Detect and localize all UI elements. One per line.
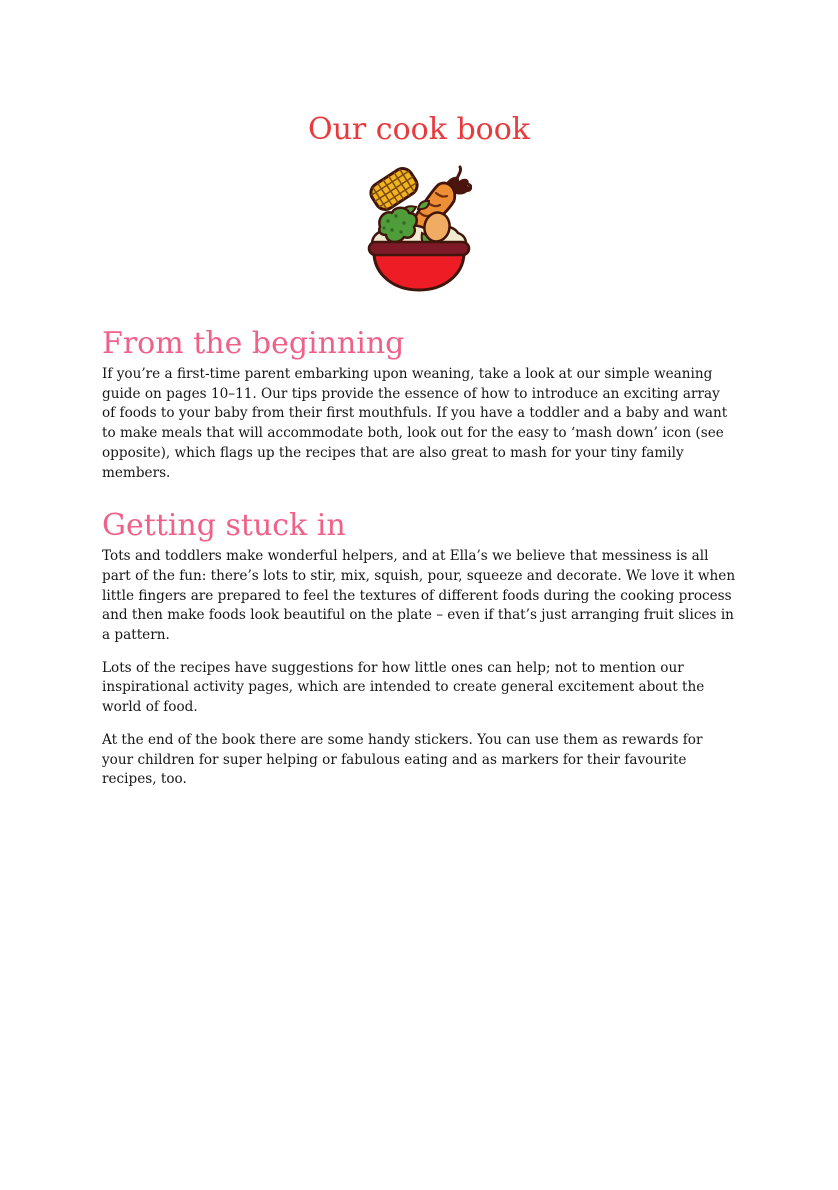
section-from-the-beginning: [102, 327, 736, 483]
bowl-rim: [369, 242, 469, 255]
bowl-body: [374, 254, 464, 290]
paragraph: Lots of the recipes have suggestions for how little ones can help; not to mention our inspirational activity pages, which are intended to create general excitement about the world of food.: [102, 659, 705, 716]
page-title: Our cook book: [308, 112, 530, 147]
paragraph: If you’re a first-time parent embarking upon weaning, take a look at our simple weaning guide on pages 10–11. Our tips provide the essence of how to introduce an exciting array of foods to your baby from their first mouthfuls. If you have a toddler and a baby and want to make meals that will accommodate both, look out for the easy to ‘mash down’ icon (see opposite), which flags up the recipes that are also great to mash for your tiny family members.: [102, 366, 728, 481]
section-heading-getting-stuck-in: Getting stuck in: [102, 508, 346, 544]
bowl-of-vegetables-image: [366, 165, 472, 297]
section-heading-from-the-beginning: From the beginning: [102, 326, 405, 361]
paragraph: Tots and toddlers make wonderful helpers, and at Ella’s we believe that messiness is all part of the fun: there’s lots to stir, mix, squish, pour, squeeze and decorate. We love it when little fingers are prepared to feel the textures of different foods during the cooking process and then make foods look beautiful on the plate – even if that’s just arranging fruit slices in a pattern.: [102, 548, 736, 644]
section-getting-stuck-in: [102, 509, 736, 790]
page-content: [102, 327, 736, 790]
cookbook-bowl-illustration: [366, 165, 472, 301]
paragraph: At the end of the book there are some handy stickers. You can use them as rewards for your children for super helping or fabulous eating and as markers for their favourite recipes, too.: [102, 731, 703, 788]
